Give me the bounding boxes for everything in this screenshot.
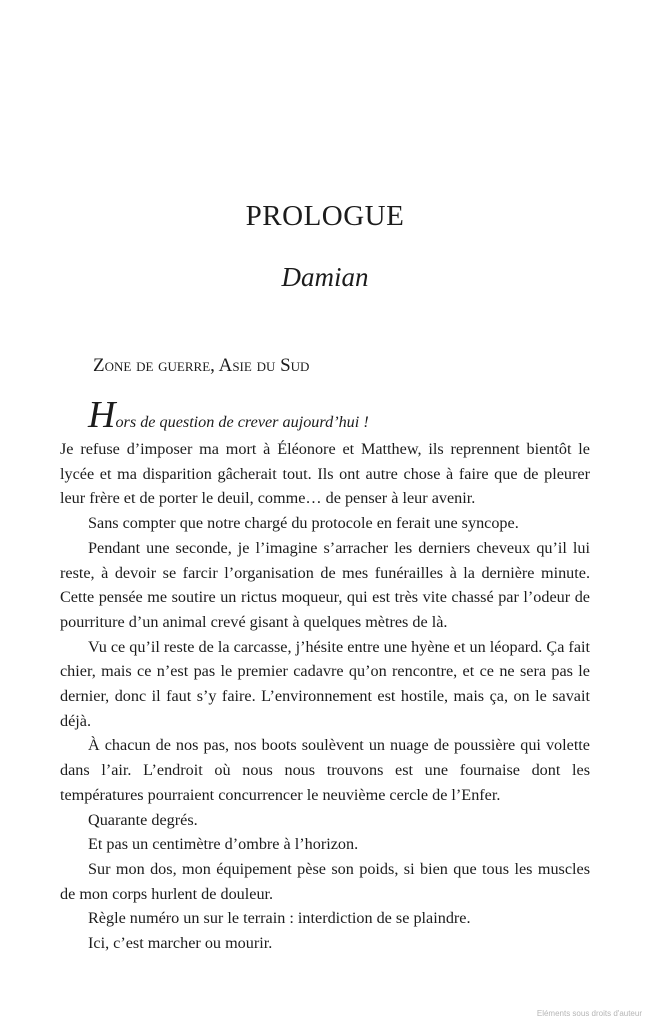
- paragraph: Sur mon dos, mon équipement pèse son poids, si bien que tous les muscles de mon corps hurlent de douleur.: [60, 859, 590, 903]
- paragraph: À chacun de nos pas, nos boots soulèvent un nuage de poussière qui volette dans l’air. L’endroit où nous nous trouvons est une fournaise dont les températures pourraient concurrencer le neuvième cercle de l’Enfer.: [60, 736, 590, 804]
- opening-italic-text: ors de question de crever aujourd’hui !: [115, 413, 369, 431]
- paragraph: Quarante degrés.: [88, 810, 198, 829]
- paragraph: Ici, c’est marcher ou mourir.: [88, 934, 273, 953]
- opening-paragraph: [60, 394, 590, 511]
- chapter-subtitle: Damian: [281, 262, 369, 292]
- paragraph: Sans compter que notre chargé du protocole en ferait une syncope.: [88, 514, 519, 533]
- paragraph: Règle numéro un sur le terrain : interdiction de se plaindre.: [88, 909, 471, 928]
- copyright-watermark: Eléments sous droits d'auteur: [536, 1009, 642, 1018]
- paragraph: Et pas un centimètre d’ombre à l’horizon.: [88, 835, 359, 854]
- drop-letter: H: [88, 394, 116, 436]
- body-text: [60, 394, 590, 956]
- opening-line: [60, 394, 590, 437]
- chapter-title: PROLOGUE: [245, 200, 405, 232]
- paragraph: Vu ce qu’il reste de la carcasse, j’hésite entre une hyène et un léopard. Ça fait chier, mais ce n’est pas le premier cadavre qu’on rencontre, et ce ne sera pas le dernier, donc il faut s’y faire. L’environnement est hostile, mais ça, on le savait déjà.: [60, 637, 590, 730]
- location-heading: Zone de guerre, Asie du Sud: [93, 355, 310, 376]
- opening-continuation: Je refuse d’imposer ma mort à Éléonore et Matthew, ils reprennent bientôt le lycée et ma disparition gâcherait tout. Ils ont autre chose à faire que de pleurer leur frère et de porter le deuil, comme… de penser à leur avenir.: [60, 440, 590, 508]
- paragraph: Pendant une seconde, je l’imagine s’arracher les derniers cheveux qu’il lui reste, à devoir se farcir l’organisation de mes funérailles à la dernière minute. Cette pensée me soutire un rictus moqueur, qui est très vite chassé par l’odeur de pourriture d’un animal crevé gisant à quelques mètres de là.: [60, 538, 590, 631]
